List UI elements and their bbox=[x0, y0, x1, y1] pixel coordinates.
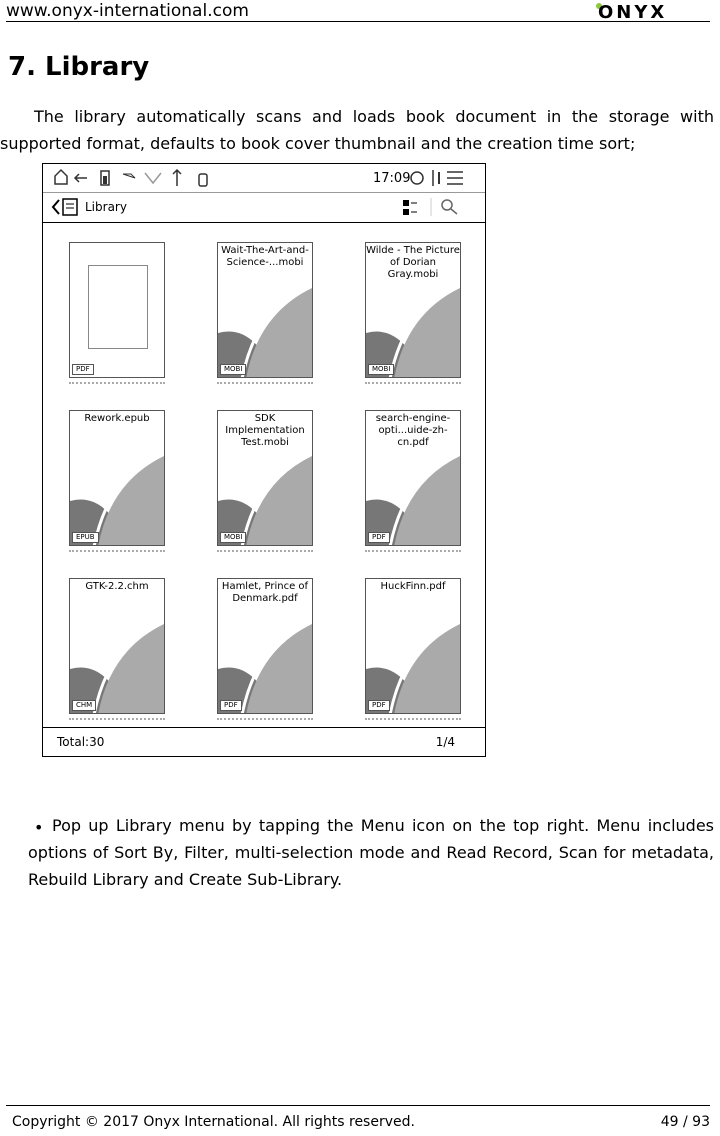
book-cover[interactable] bbox=[365, 578, 461, 714]
format-badge: MOBI bbox=[220, 364, 246, 375]
format-badge: PDF bbox=[368, 532, 390, 543]
footer-rule bbox=[6, 1105, 710, 1106]
book-title: SDK Implementation Test.mobi bbox=[225, 413, 305, 448]
total-count: Total:30 bbox=[57, 735, 105, 749]
book-cover[interactable] bbox=[69, 410, 165, 546]
intro-line-2: supported format, defaults to book cover thumbnail and the creation time sort; bbox=[0, 134, 636, 153]
status-right-icons bbox=[407, 164, 486, 192]
progress-dots bbox=[365, 382, 461, 386]
format-badge: PDF bbox=[368, 700, 390, 711]
library-footer bbox=[43, 727, 485, 756]
book-title: Wait-The-Art-and-Science-...mobi bbox=[221, 245, 309, 268]
book-title: Hamlet, Prince of Denmark.pdf bbox=[221, 581, 309, 604]
book-grid bbox=[43, 224, 485, 724]
intro-line-1: The library automatically scans and loads book document in the storage with bbox=[34, 107, 714, 126]
status-bar bbox=[43, 164, 485, 193]
format-badge: EPUB bbox=[72, 532, 99, 543]
logo-text: ONYX bbox=[598, 2, 668, 20]
book-cover[interactable] bbox=[217, 242, 313, 378]
page-indicator: 1/4 bbox=[435, 735, 455, 749]
status-icons bbox=[49, 164, 209, 192]
book-title: Wilde - The Picture of Dorian Gray.mobi bbox=[366, 245, 460, 280]
book-cover[interactable] bbox=[217, 578, 313, 714]
back-icon[interactable] bbox=[49, 192, 89, 222]
library-screenshot bbox=[42, 163, 486, 757]
book-title: GTK-2.2.chm bbox=[85, 581, 149, 592]
progress-dots bbox=[365, 718, 461, 722]
header-rule bbox=[6, 21, 710, 22]
bullet-line-3: Rebuild Library and Create Sub-Library. bbox=[28, 870, 343, 889]
book-title: search-engine-opti...uide-zh-cn.pdf bbox=[375, 413, 451, 448]
book-cover[interactable] bbox=[365, 410, 461, 546]
progress-dots bbox=[365, 550, 461, 554]
format-badge: MOBI bbox=[368, 364, 394, 375]
progress-dots bbox=[69, 718, 165, 722]
format-badge: CHM bbox=[72, 700, 96, 711]
format-badge: PDF bbox=[220, 700, 242, 711]
app-bar bbox=[43, 192, 485, 223]
book-cover[interactable] bbox=[69, 578, 165, 714]
progress-dots bbox=[217, 382, 313, 386]
progress-dots bbox=[217, 718, 313, 722]
book-cover[interactable] bbox=[365, 242, 461, 378]
onyx-logo bbox=[590, 2, 710, 20]
section-title: 7. Library bbox=[8, 52, 150, 82]
book-title: Rework.epub bbox=[84, 413, 150, 424]
toolbar-icons[interactable] bbox=[401, 192, 471, 222]
book-cover[interactable] bbox=[217, 410, 313, 546]
format-badge: PDF bbox=[72, 364, 94, 375]
book-cover[interactable] bbox=[69, 242, 165, 378]
header-url: www.onyx-international.com bbox=[6, 1, 249, 21]
format-badge: MOBI bbox=[220, 532, 246, 543]
clock: 17:09 bbox=[373, 171, 411, 186]
book-title: HuckFinn.pdf bbox=[380, 581, 446, 592]
footer-copyright: Copyright © 2017 Onyx International. All rights reserved. bbox=[12, 1114, 415, 1130]
progress-dots bbox=[217, 550, 313, 554]
bullet-line-2: options of Sort By, Filter, multi-selection mode and Read Record, Scan for metadata, bbox=[28, 843, 714, 862]
progress-dots bbox=[69, 382, 165, 386]
bullet-line-1: Pop up Library menu by tapping the Menu icon on the top right. Menu includes bbox=[52, 816, 714, 835]
bullet-dot: • bbox=[34, 818, 44, 837]
footer-page: 49 / 93 bbox=[660, 1114, 710, 1130]
library-title: Library bbox=[85, 200, 127, 214]
progress-dots bbox=[69, 550, 165, 554]
